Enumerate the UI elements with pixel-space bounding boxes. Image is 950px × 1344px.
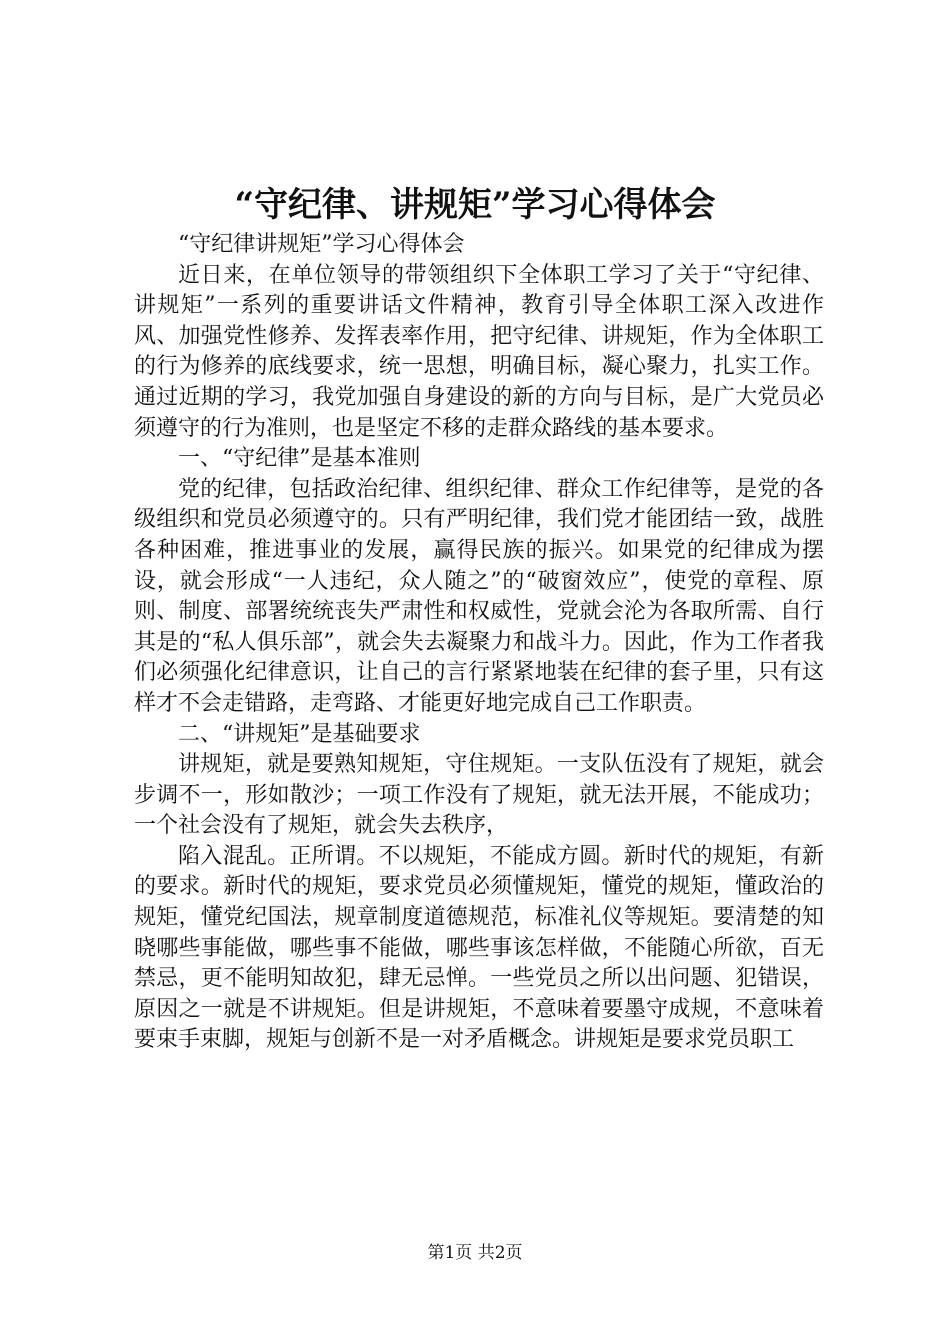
section-heading: 二、“讲规矩”是基础要求 — [178, 721, 421, 747]
body-paragraph: 党的纪律，包括政治纪律、组织纪律、群众工作纪律等，是党的各级组织和党员必须遵守的。只有严明纪律，我们党才能团结一致，战胜各种困难，推进事业的发展，赢得民族的振兴。如果党的纪律成为摆设，就会形成“一人违纪，众人随之”的“破窗效应”，使党的章程、原则、制度、部署统统丧失严肃性和权威性，党就会沦为各取所需、自行其是的“私人俱乐部”，就会失去凝聚力和战斗力。因此，作为工作者我们必须强化纪律意识，让自己的言行紧紧地装在纪律的套子里，只有这样才不会走错路，走弯路、才能更好地完成自己工作职责。 — [134, 476, 824, 716]
body-paragraph: 陷入混乱。正所谓。不以规矩，不能成方圆。新时代的规矩，有新的要求。新时代的规矩，要求党员必须懂规矩，懂党的规矩，懂政治的规矩，懂党纪国法，规章制度道德规范，标准礼仪等规矩。要清楚的知晓哪些事能做，哪些事不能做，哪些事该怎样做，不能随心所欲，百无禁忌，更不能明知故犯，肆无忌惮。一些党员之所以出问题、犯错误，原因之一就是不讲规矩。但是讲规矩，不意味着要墨守成规，不意味着要束手束脚，规矩与创新不是一对矛盾概念。讲规矩是要求党员职工 — [134, 843, 824, 1053]
page-footer: 第1页 共2页 — [427, 1243, 523, 1263]
subtitle-paragraph: “守纪律讲规矩”学习心得体会 — [178, 232, 465, 257]
body-paragraph: 近日来，在单位领导的带领组织下全体职工学习了关于“守纪律、讲规矩”一系列的重要讲话文件精神，教育引导全体职工深入改进作风、加强党性修养、发挥表率作用，把守纪律、讲规矩，作为全体职工的行为修养的底线要求，统一思想，明确目标，凝心聚力，扎实工作。通过近期的学习，我党加强自身建设的新的方向与目标，是广大党员必须遵守的行为准则，也是坚定不移的走群众路线的基本要求。 — [134, 262, 824, 441]
document-body — [134, 230, 824, 1056]
body-paragraph: 讲规矩，就是要熟知规矩，守住规矩。一支队伍没有了规矩，就会步调不一，形如散沙；一项工作没有了规矩，就无法开展，不能成功；一个社会没有了规矩，就会失去秩序， — [134, 752, 824, 839]
document-title: “守纪律、讲规矩”学习心得体会 — [234, 185, 716, 225]
section-heading: 一、“守纪律”是基本准则 — [178, 446, 421, 472]
